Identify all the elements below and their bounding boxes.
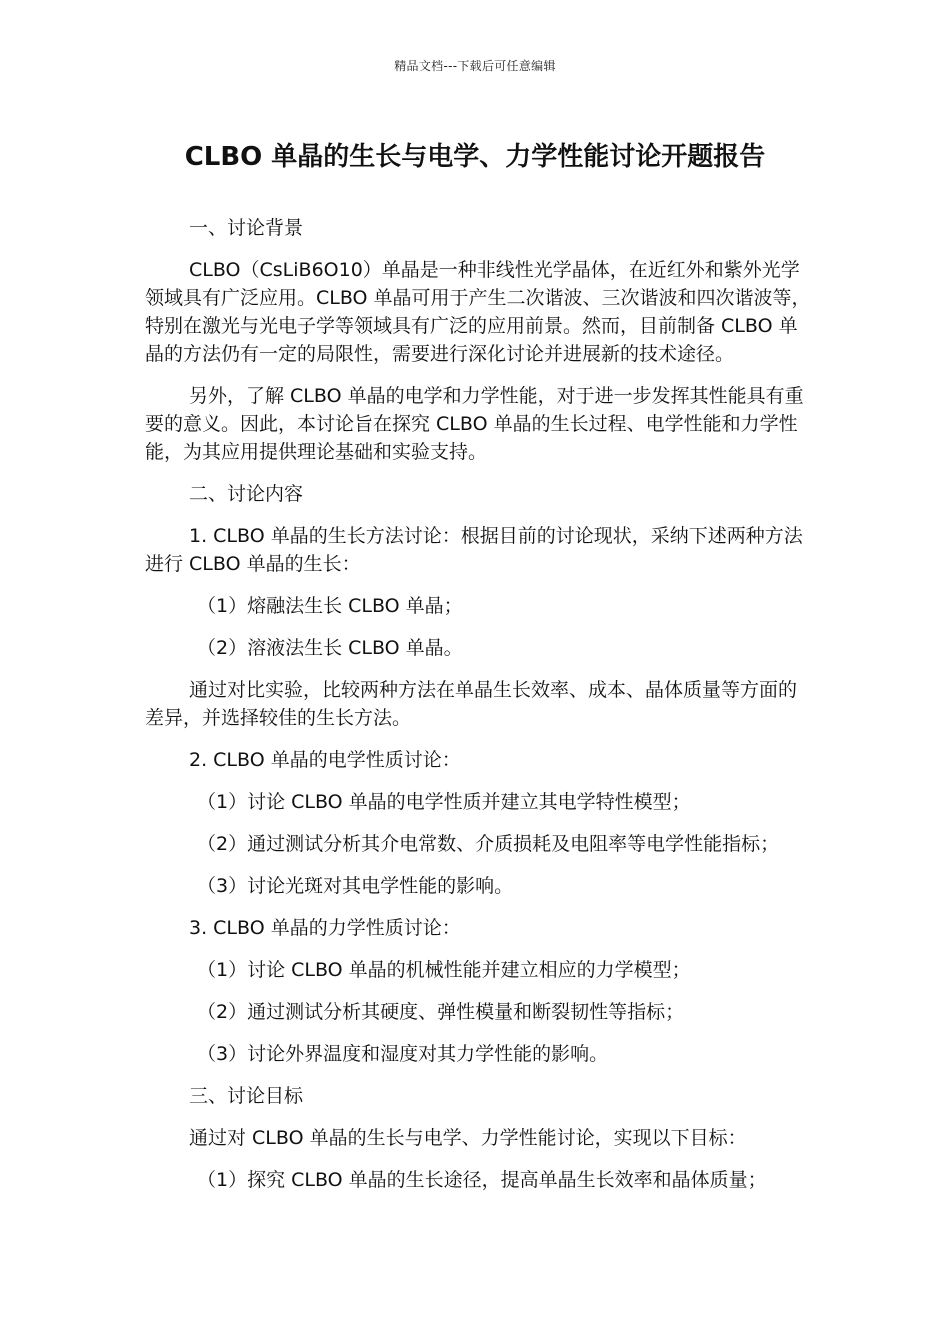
paragraph-objectives-intro: 通过对 CLBO 单晶的生长与电学、力学性能讨论，实现以下目标：	[189, 1127, 747, 1149]
content-subitem: （2）通过测试分析其硬度、弹性模量和断裂韧性等指标；	[197, 1001, 685, 1023]
paragraph-background-2: 另外，了解 CLBO 单晶的电学和力学性能，对于进一步发挥其性能具有重要的意义。因此，本讨论旨在探究 CLBO 单晶的生长过程、电学性能和力学性能，为其应用提供理论基础和实验支持。	[145, 385, 804, 463]
content-subitem: （1）熔融法生长 CLBO 单晶；	[197, 595, 463, 617]
content-subitem: （3）讨论光斑对其电学性能的影响。	[197, 875, 514, 897]
paragraph-background-1: CLBO（CsLiB6O10）单晶是一种非线性光学晶体，在近红外和紫外光学领域具有广泛应用。CLBO 单晶可用于产生二次谐波、三次谐波和四次谐波等，特别在激光与光电子学等领域具有广泛的应用前景。然而，目前制备 CLBO 单晶的方法仍有一定的局限性，需要进行深化讨论并进展新的技术途径。	[145, 259, 811, 365]
content-item-electrical: 2. CLBO 单晶的电学性质讨论：	[189, 749, 461, 771]
section-heading-background: 一、讨论背景	[189, 217, 304, 239]
content-subitem: （1）讨论 CLBO 单晶的机械性能并建立相应的力学模型；	[197, 959, 691, 981]
content-subitem: （2）溶液法生长 CLBO 单晶。	[197, 637, 463, 659]
content-subitem: （2）通过测试分析其介电常数、介质损耗及电阻率等电学性能指标；	[197, 833, 780, 855]
section-heading-content: 二、讨论内容	[189, 483, 304, 505]
header-note: 精品文档---下载后可任意编辑	[394, 59, 556, 73]
section-heading-objectives: 三、讨论目标	[189, 1085, 304, 1107]
document-body	[145, 214, 815, 1208]
paragraph-growth-comparison: 通过对比实验，比较两种方法在单晶生长效率、成本、晶体质量等方面的差异，并选择较佳的生长方法。	[145, 679, 798, 729]
content-subitem: （3）讨论外界温度和湿度对其力学性能的影响。	[197, 1043, 609, 1065]
content-item-mechanical: 3. CLBO 单晶的力学性质讨论：	[189, 917, 461, 939]
content-item-growth: 1. CLBO 单晶的生长方法讨论：根据目前的讨论现状，采纳下述两种方法进行 CLBO 单晶的生长：	[145, 525, 803, 575]
content-subitem: （1）讨论 CLBO 单晶的电学性质并建立其电学特性模型；	[197, 791, 691, 813]
objective-item: （1）探究 CLBO 单晶的生长途径，提高单晶生长效率和晶体质量；	[197, 1169, 767, 1191]
document-title: CLBO 单晶的生长与电学、力学性能讨论开题报告	[184, 142, 766, 172]
